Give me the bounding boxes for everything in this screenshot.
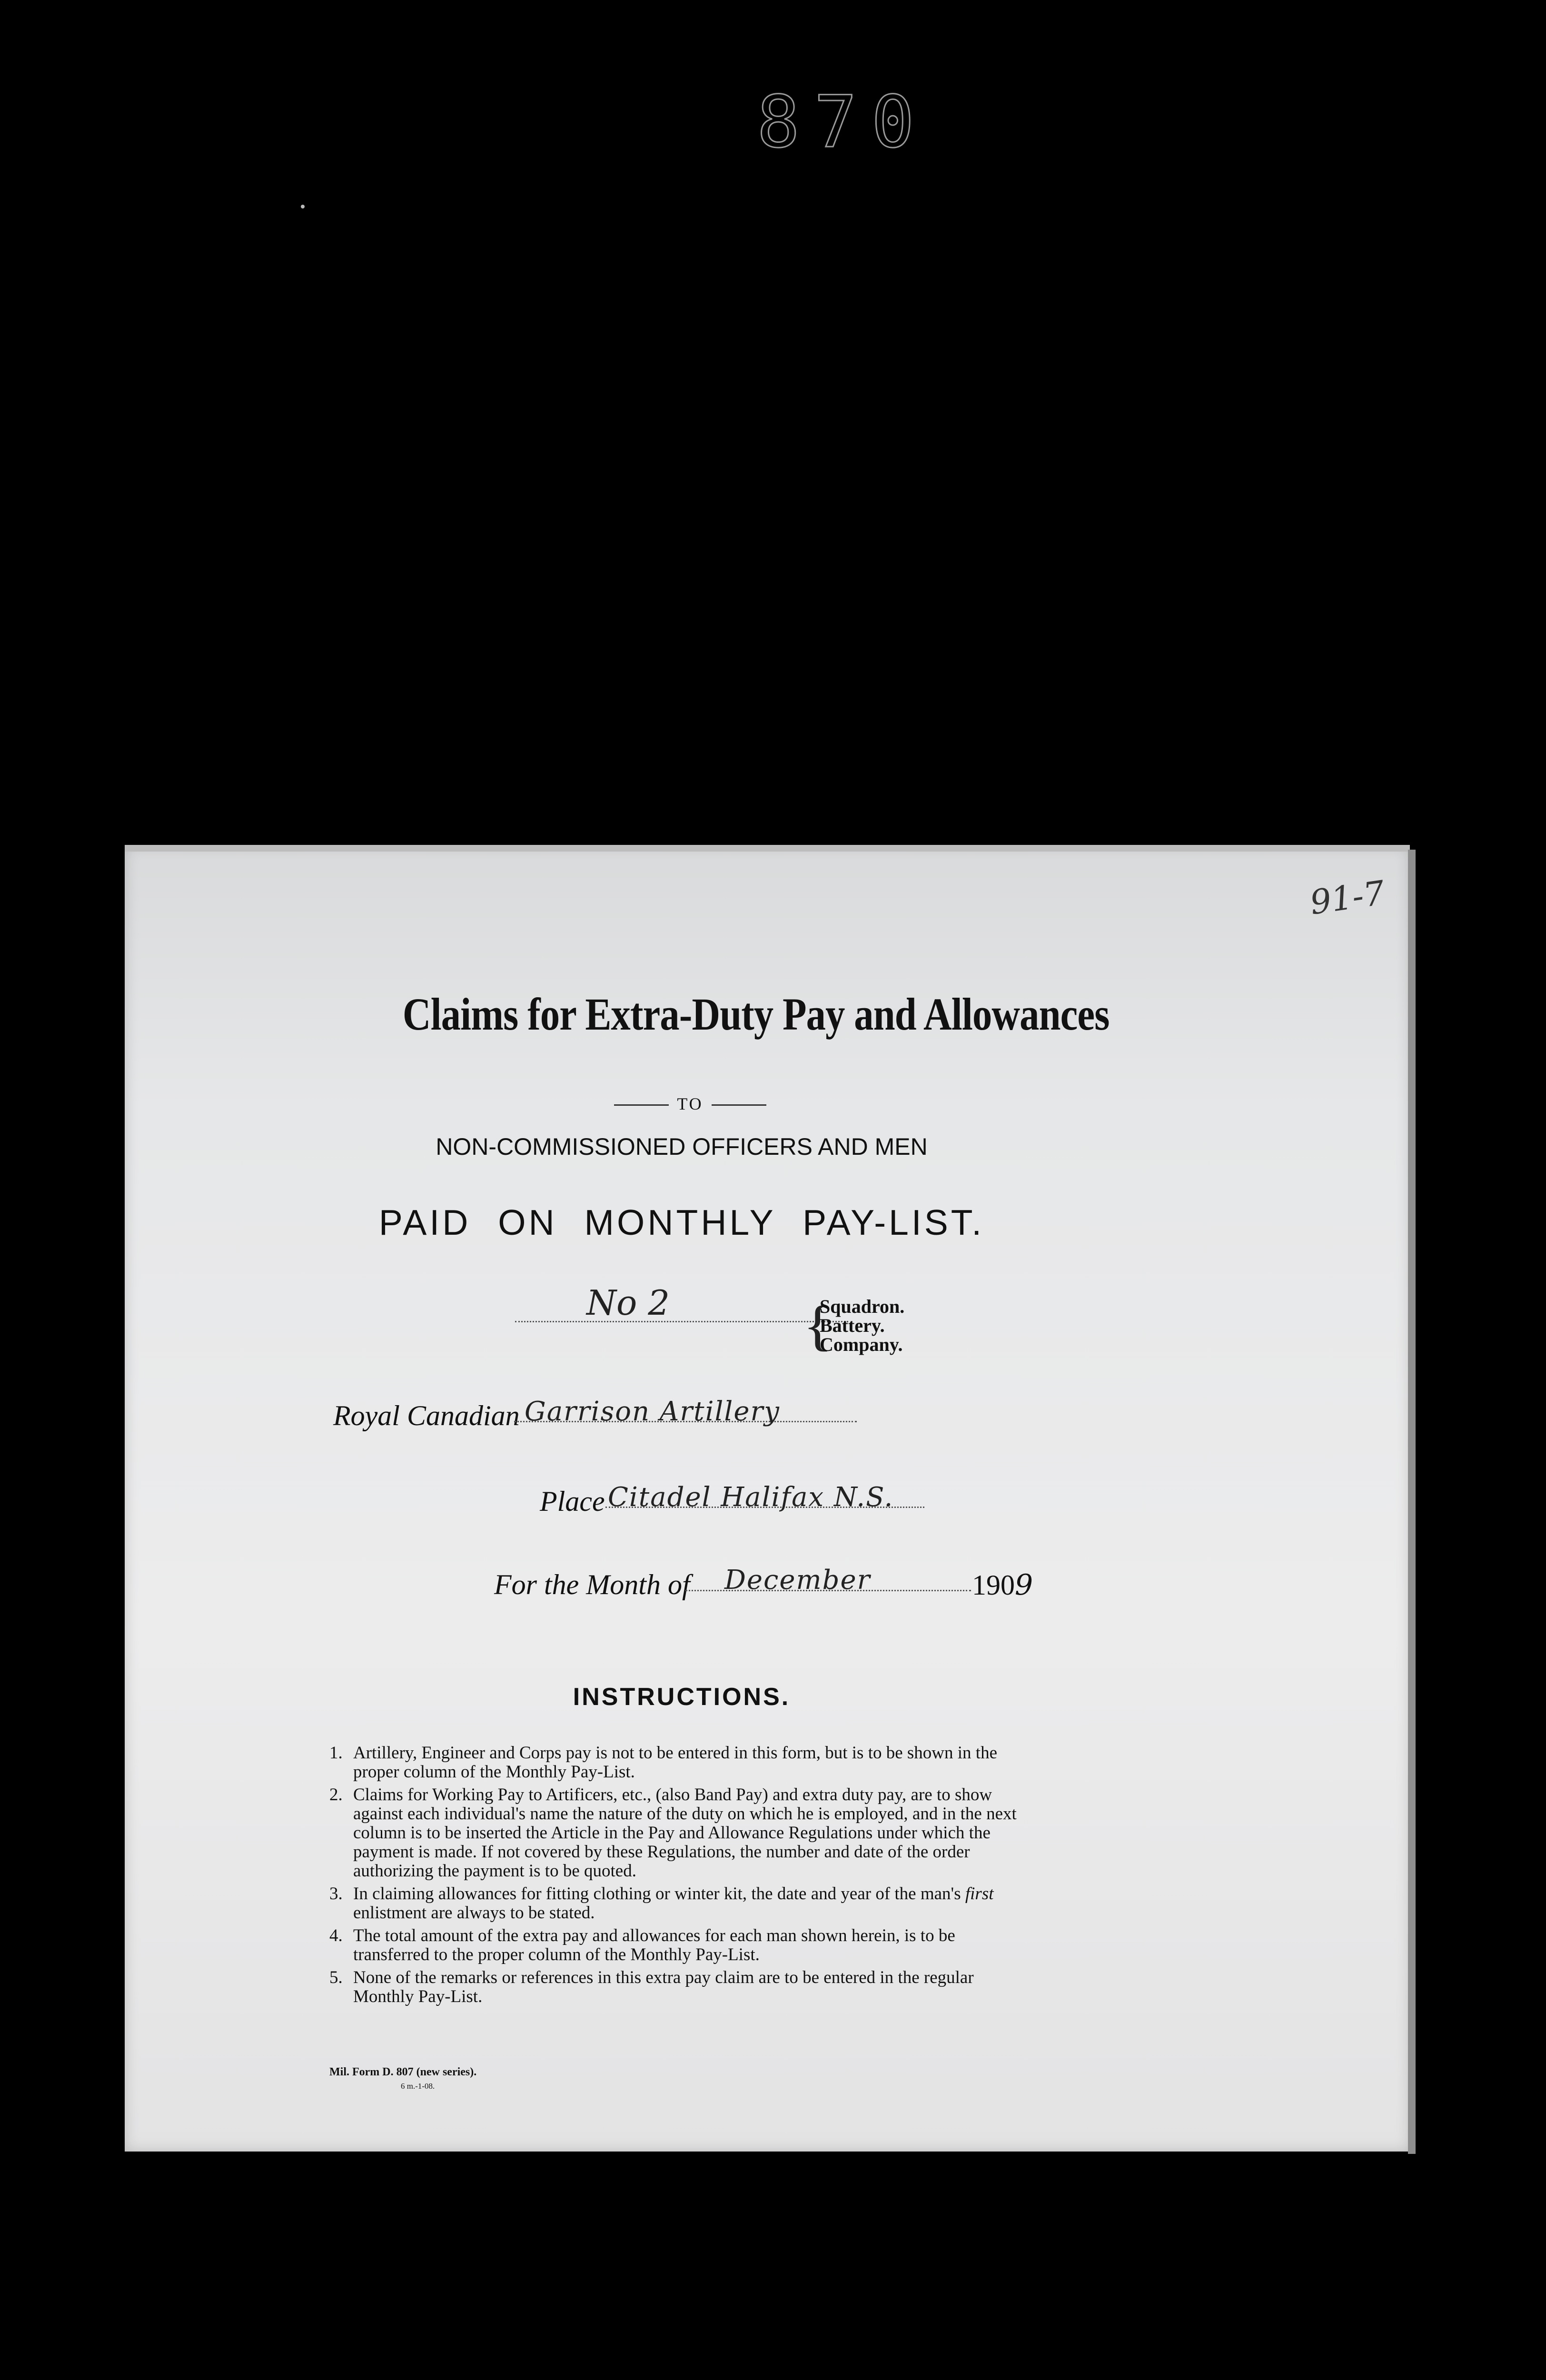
instructions-heading: INSTRUCTIONS.	[573, 1683, 791, 1711]
month-handwritten-value: December	[724, 1565, 871, 1596]
unit-number-field	[515, 1283, 848, 1323]
unit-type-battery: Battery.	[820, 1315, 885, 1336]
frame-number: 870	[757, 81, 929, 164]
instruction-number: 5.	[329, 1968, 343, 1987]
unit-number-handwritten: No 2	[586, 1283, 670, 1323]
corps-handwritten-value: Garrison Artillery	[525, 1396, 780, 1427]
instruction-number: 3.	[329, 1884, 343, 1904]
corps-label: Royal Canadian	[333, 1400, 520, 1431]
place-label: Place	[540, 1486, 605, 1517]
unit-type-list	[820, 1297, 904, 1354]
form-subtitle-recipients: NON-COMMISSIONED OFFICERS AND MEN	[436, 1133, 928, 1160]
instruction-emphasis: first	[965, 1884, 994, 1904]
year-handwritten-digit: 9	[1015, 1568, 1033, 1602]
instruction-text: Artillery, Engineer and Corps pay is not to be entered in this form, but is to be shown in the proper column of the Monthly Pay-List.	[353, 1743, 997, 1782]
to-word: TO	[677, 1094, 704, 1113]
instruction-text: Claims for Working Pay to Artificers, etc., (also Band Pay) and extra duty pay, are to show against each individual's name the nature of the duty on which he is employed, and in the next column is to be inserted the Article in the Pay and Allowance Regulations under which the payment is made. If not covered by these Regulations, the number and date of the order authorizing the payment is to be quoted.	[353, 1785, 1017, 1881]
film-speck	[301, 205, 305, 208]
instruction-item	[329, 1744, 1034, 1782]
instruction-item	[329, 1926, 1034, 1964]
instruction-text: enlistment are always to be stated.	[353, 1903, 595, 1923]
document-page	[125, 845, 1410, 2152]
form-print-code: 6 m.-1-08.	[401, 2082, 435, 2091]
page-top-edge	[125, 845, 1410, 852]
instruction-number: 1.	[329, 1743, 343, 1763]
unit-type-squadron: Squadron.	[820, 1296, 905, 1317]
instructions-list	[329, 1744, 1034, 2010]
year-printed	[972, 1568, 1033, 1602]
instruction-item	[329, 1968, 1034, 2006]
divider-rule-right	[712, 1104, 766, 1106]
instruction-text: In claiming allowances for fitting clothing or winter kit, the date and year of the man's	[353, 1884, 965, 1904]
year-printed-digits: 190	[972, 1569, 1015, 1601]
instruction-item	[329, 1785, 1034, 1881]
form-title: Claims for Extra-Duty Pay and Allowances	[402, 989, 1110, 1040]
instruction-number: 4.	[329, 1926, 343, 1945]
instruction-text: The total amount of the extra pay and allowances for each man shown herein, is to be transferred to the proper column of the Monthly Pay-List.	[353, 1926, 955, 1964]
to-divider	[614, 1090, 766, 1119]
instruction-text: None of the remarks or references in this extra pay claim are to be entered in the regular Monthly Pay-List.	[353, 1968, 974, 2006]
brace-icon: {	[803, 1295, 833, 1357]
form-subtitle-paylist: PAID ON MONTHLY PAY-LIST.	[378, 1202, 985, 1242]
place-handwritten-value: Citadel Halifax N.S.	[608, 1482, 894, 1513]
month-label: For the Month of	[494, 1569, 690, 1600]
corner-reference-note: 91-7	[1308, 873, 1387, 922]
form-reference: Mil. Form D. 807 (new series).	[329, 2066, 477, 2078]
page-right-edge	[1408, 850, 1416, 2154]
instruction-item	[329, 1884, 1034, 1923]
unit-type-company: Company.	[820, 1334, 903, 1355]
instruction-number: 2.	[329, 1785, 343, 1805]
